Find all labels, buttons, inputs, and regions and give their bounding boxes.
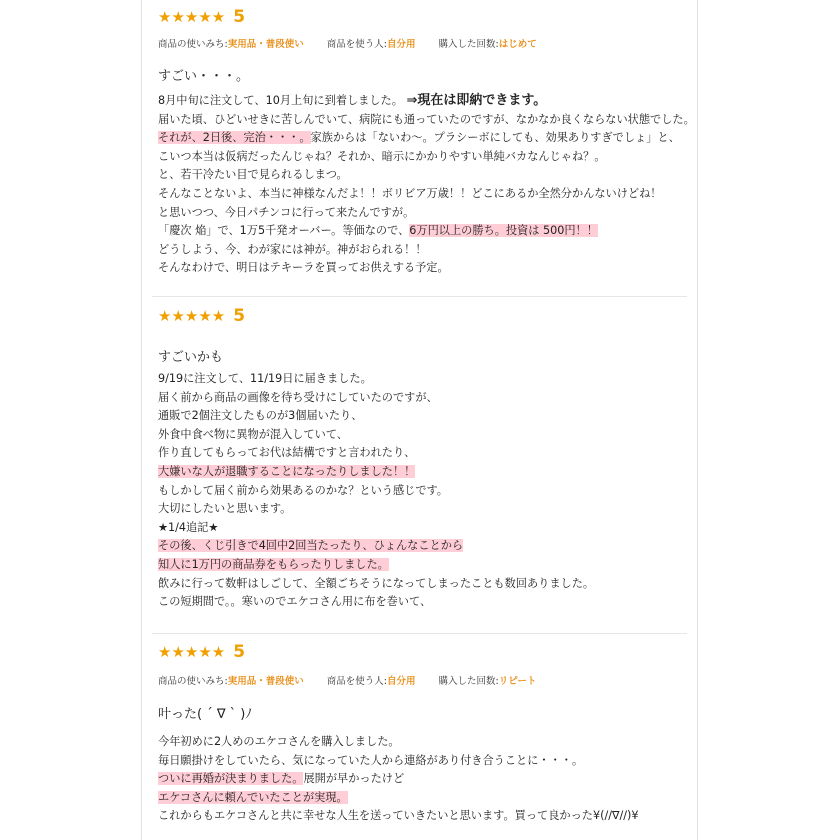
meta-user: 商品を使う人:自分用 (326, 39, 416, 50)
review-line (158, 789, 698, 808)
review-meta (158, 673, 536, 687)
review-text: 作り直してもらってお代は結構ですと言われたり、 (158, 446, 416, 460)
highlighted-text: それが、2日後、完治・・・。 (158, 131, 311, 145)
review-rating (158, 642, 245, 662)
highlighted-text: 大嫌いな人が退職することになったりしました！！ (158, 464, 416, 478)
review-body (158, 733, 698, 826)
review-line (158, 407, 698, 426)
review-text: こいつ本当は仮病だったんじゃね？それか、暗示にかかりやすい単純バカなんじゃね？。 (158, 149, 606, 163)
rating-score: 5 (233, 7, 246, 27)
review-text: 「慶次 焔」で、1万5千発オーバー。等価なので、 (158, 224, 410, 238)
review-divider (152, 296, 687, 297)
review-line (158, 259, 698, 278)
review-text: 9/19に注文して、11/19日に届きました。 (158, 372, 372, 385)
review-line (158, 370, 698, 389)
highlighted-text: エケコさんに頼んでいたことが実現。 (158, 790, 348, 804)
review-line (158, 111, 698, 130)
review-line (158, 185, 698, 204)
review-body (158, 92, 698, 278)
review-text: これからもエケコさんと共に幸せな人生を送っていきたいと思います。買って良かった¥(//∇//)¥ (158, 809, 639, 823)
review-text: 飲みに行って数軒はしごして、全額ごちそうになってしまったことも数回ありました。 (158, 576, 595, 590)
review-line (158, 463, 698, 482)
rating-score: 5 (233, 642, 246, 662)
review-line (158, 148, 698, 167)
review-meta (158, 36, 537, 50)
meta-usage: 商品の使いみち:実用品・普段使い (158, 676, 304, 687)
highlighted-text: ついに再婚が決まりました。 (158, 772, 304, 786)
review-text: と思いつつ、今日パチンコに行って来たんですが。 (158, 205, 415, 219)
review-text: 家族からは「ないわ〜。プラシーボにしても、効果ありすぎでしょ」と、 (310, 131, 680, 145)
review-text: 大切にしたいと思います。 (158, 502, 292, 516)
review-text: 展開が早かったけど (303, 772, 405, 786)
star-rating-icon: ★★★★★ (158, 643, 226, 661)
review-line (158, 733, 698, 752)
review-line (158, 482, 698, 501)
review-line (158, 129, 698, 148)
review-text: 届いた頃、ひどいせきに苦しんでいて、病院にも通っていたのですが、なかなか良くならない状態でした。 (158, 112, 695, 126)
review-title: すごい・・・。 (158, 69, 250, 84)
review-line (158, 444, 698, 463)
review-text: ⇒現在は即納できます。 (406, 93, 547, 108)
review-text: 8月中旬に注文して、10月上旬に到着しました。 (158, 94, 407, 107)
review-text: そんなわけで、明日はテキーラを買ってお供えする予定。 (158, 261, 449, 275)
review-line (158, 92, 698, 111)
review-divider (152, 633, 687, 634)
review-text: 外食中食べ物に異物が混入していて、 (158, 427, 348, 441)
review-text: この短期間で。。寒いのでエケコさん用に布を巻いて、 (158, 595, 432, 609)
review-rating (158, 7, 245, 27)
review-text: もしかして届く前から効果あるのかな？という感じです。 (158, 483, 448, 497)
star-rating-icon: ★★★★★ (158, 8, 226, 26)
review-line (158, 519, 698, 538)
highlighted-text: 知人に1万円の商品券をもらったりしました。 (158, 557, 389, 571)
review-text: と、若干冷たい目で見られるしまつ。 (158, 168, 348, 182)
reviews-panel (141, 0, 698, 840)
highlighted-text: その後、くじ引きで4回中2回当たったり、ひょんなことから (158, 539, 464, 553)
review-text: そんなことないよ、本当に神様なんだよ！！ボリビア万歳！！どこにあるか全然分かんないけどね！ (158, 186, 662, 200)
review-text: どうしよう、今、わが家には神が。神がおられる！！ (158, 242, 427, 256)
review-line (158, 166, 698, 185)
review-line (158, 426, 698, 445)
review-text: ★1/4追記★ (158, 520, 219, 534)
review-line (158, 204, 698, 223)
review-title: すごいかも (158, 350, 224, 365)
review-line (158, 241, 698, 260)
highlighted-text: 6万円以上の勝ち。投資は 500円！！ (409, 224, 598, 238)
meta-usage: 商品の使いみち:実用品・普段使い (158, 39, 304, 50)
meta-purchase-count: 購入した回数:はじめて (438, 39, 537, 50)
review-line (158, 752, 698, 771)
star-rating-icon: ★★★★★ (158, 307, 226, 325)
review-rating (158, 306, 245, 326)
review-line (158, 575, 698, 594)
meta-purchase-count: 購入した回数:リピート (438, 676, 537, 687)
review-line (158, 537, 698, 556)
rating-score: 5 (233, 306, 246, 326)
review-line (158, 770, 698, 789)
review-line (158, 556, 698, 575)
review-line (158, 500, 698, 519)
review-line (158, 222, 698, 241)
review-body (158, 370, 698, 612)
review-text: 毎日願掛けをしていたら、気になっていた人から連絡があり付き合うことに・・・。 (158, 753, 584, 767)
review-line (158, 389, 698, 408)
review-title: 叶った( ´ ∇ ` )ﾉ (158, 707, 252, 722)
review-line (158, 807, 698, 826)
review-text: 今年初めに2人めのエケコさんを購入しました。 (158, 735, 400, 748)
review-text: 通販で2個注文したものが3個届いたり、 (158, 409, 363, 423)
review-line (158, 593, 698, 612)
meta-user: 商品を使う人:自分用 (326, 676, 416, 687)
review-text: 届く前から商品の画像を待ち受けにしていたのですが、 (158, 390, 438, 404)
